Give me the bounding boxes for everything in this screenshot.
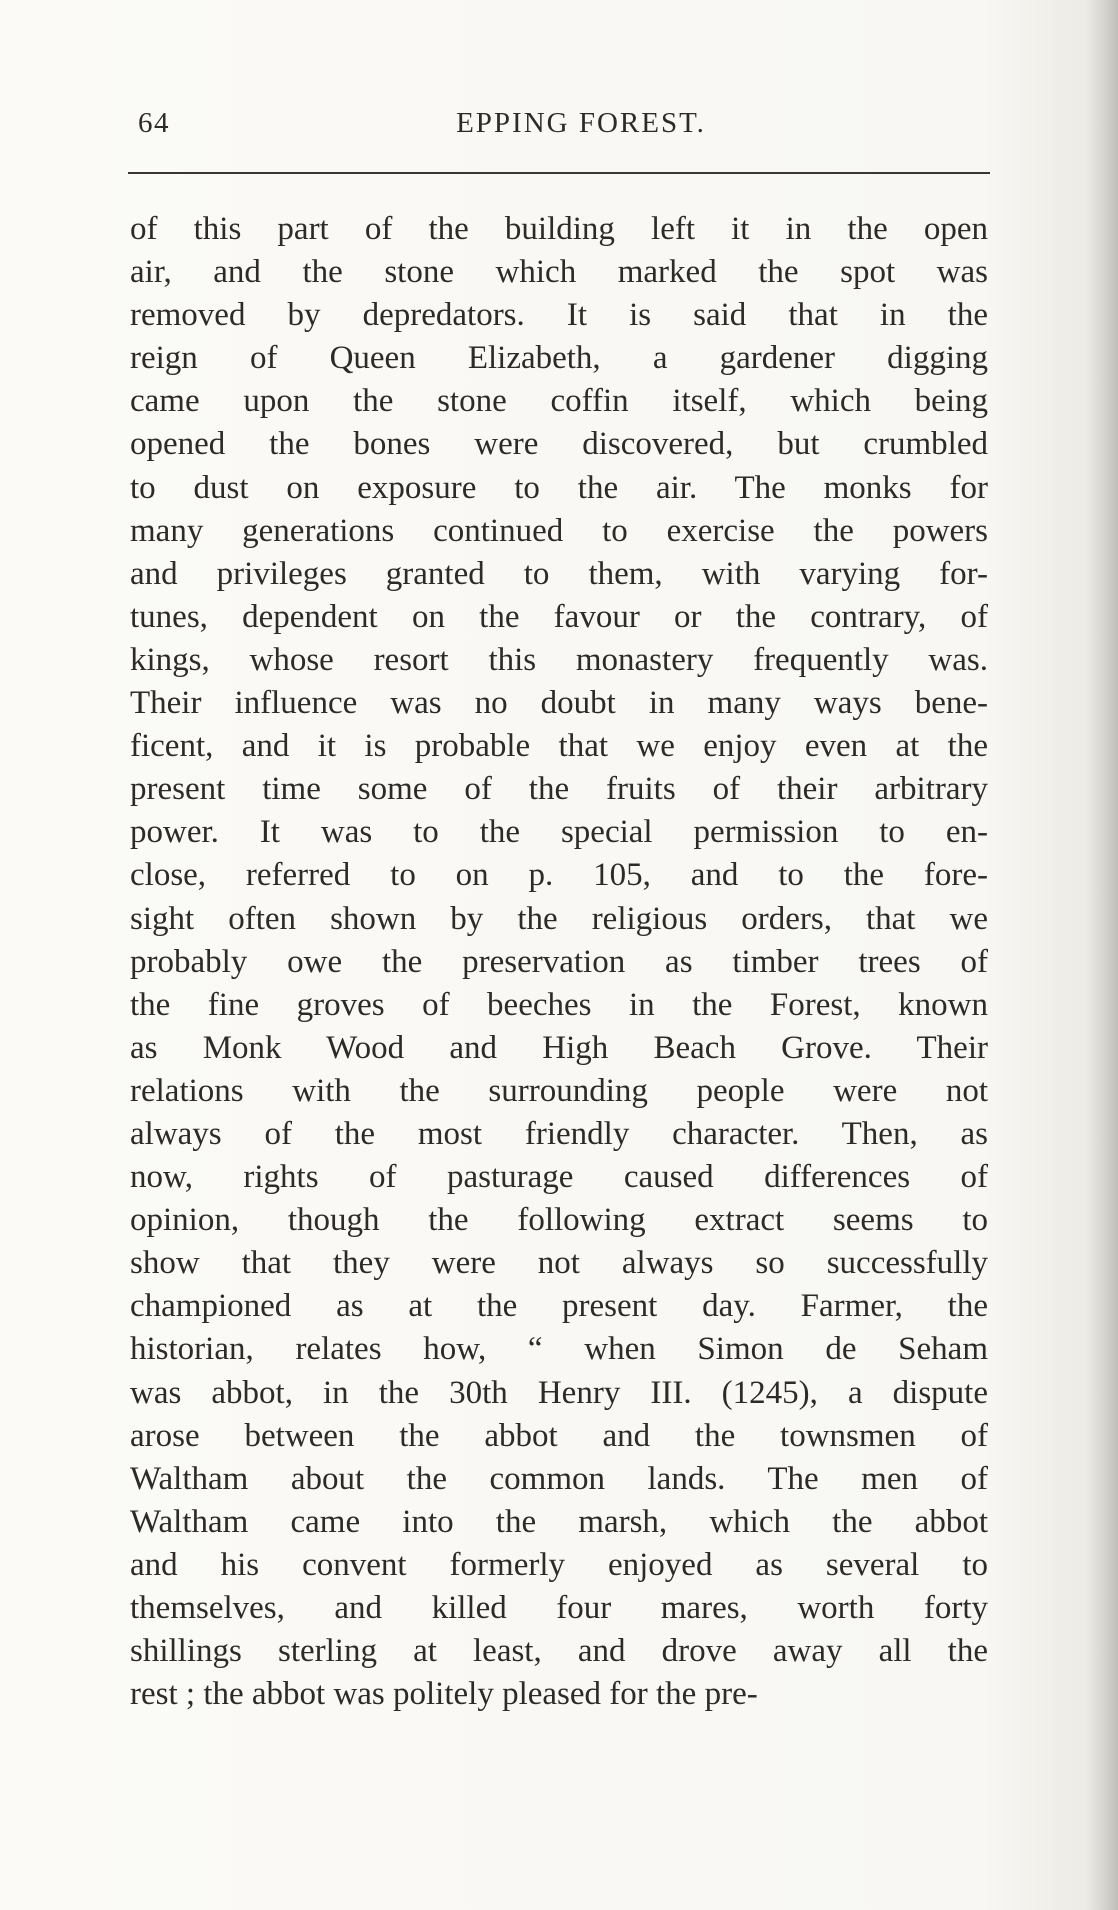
text-line: close, referred to on p. 105, and to the fore- [130,857,988,894]
text-line: historian, relates how, “ when Simon de Seham [130,1331,988,1368]
text-line: removed by depredators. It is said that in the [130,297,988,334]
text-line: as Monk Wood and High Beach Grove. Their [130,1029,988,1066]
page-number: 64 [138,107,170,139]
text-line: and privileges granted to them, with varying for- [130,555,988,592]
text-line: opened the bones were discovered, but crumbled [130,426,988,463]
text-line: came upon the stone coffin itself, which being [130,383,988,420]
text-line: show that they were not always so successfully [130,1245,988,1282]
text-line: ficent, and it is probable that we enjoy even at the [130,728,988,765]
text-line: arose between the abbot and the townsmen of [130,1417,988,1454]
text-line: many generations continued to exercise the powers [130,512,988,549]
text-line: always of the most friendly character. Then, as [130,1115,988,1152]
running-title: EPPING FOREST. [456,107,706,139]
text-line: themselves, and killed four mares, worth forty [130,1590,988,1626]
text-line: air, and the stone which marked the spot was [130,254,988,291]
text-line: Waltham about the common lands. The men of [130,1460,988,1497]
text-line: rest ; the abbot was politely pleased for the pre- [130,1676,758,1713]
text-line: Waltham came into the marsh, which the abbot [130,1503,988,1540]
text-line: Their influence was no doubt in many ways bene- [130,685,988,722]
text-line: reign of Queen Elizabeth, a gardener digging [130,340,988,377]
page-gutter-shadow [1088,0,1118,1910]
text-line: present time some of the fruits of their arbitrary [130,771,988,808]
text-line: of this part of the building left it in the open [130,211,988,247]
text-line: sight often shown by the religious orders, that we [130,900,988,937]
body-text [130,208,988,1716]
text-line: tunes, dependent on the favour or the contrary, of [130,598,988,635]
header-rule [128,172,990,174]
text-line: relations with the surrounding people were not [130,1072,988,1109]
text-line: to dust on exposure to the air. The monks for [130,469,988,506]
page-header [134,107,988,153]
text-line: kings, whose resort this monastery frequently was. [130,641,988,678]
text-line: shillings sterling at least, and drove away all the [130,1633,988,1670]
text-line: was abbot, in the 30th Henry III. (1245), a dispute [130,1374,988,1411]
text-line: and his convent formerly enjoyed as several to [130,1546,988,1583]
text-line: now, rights of pasturage caused differences of [130,1159,988,1196]
text-line: opinion, though the following extract seems to [130,1202,988,1239]
text-line: the fine groves of beeches in the Forest, known [130,986,988,1023]
text-line: power. It was to the special permission to en- [130,814,988,851]
text-line: probably owe the preservation as timber trees of [130,943,988,980]
text-line: championed as at the present day. Farmer, the [130,1288,988,1325]
